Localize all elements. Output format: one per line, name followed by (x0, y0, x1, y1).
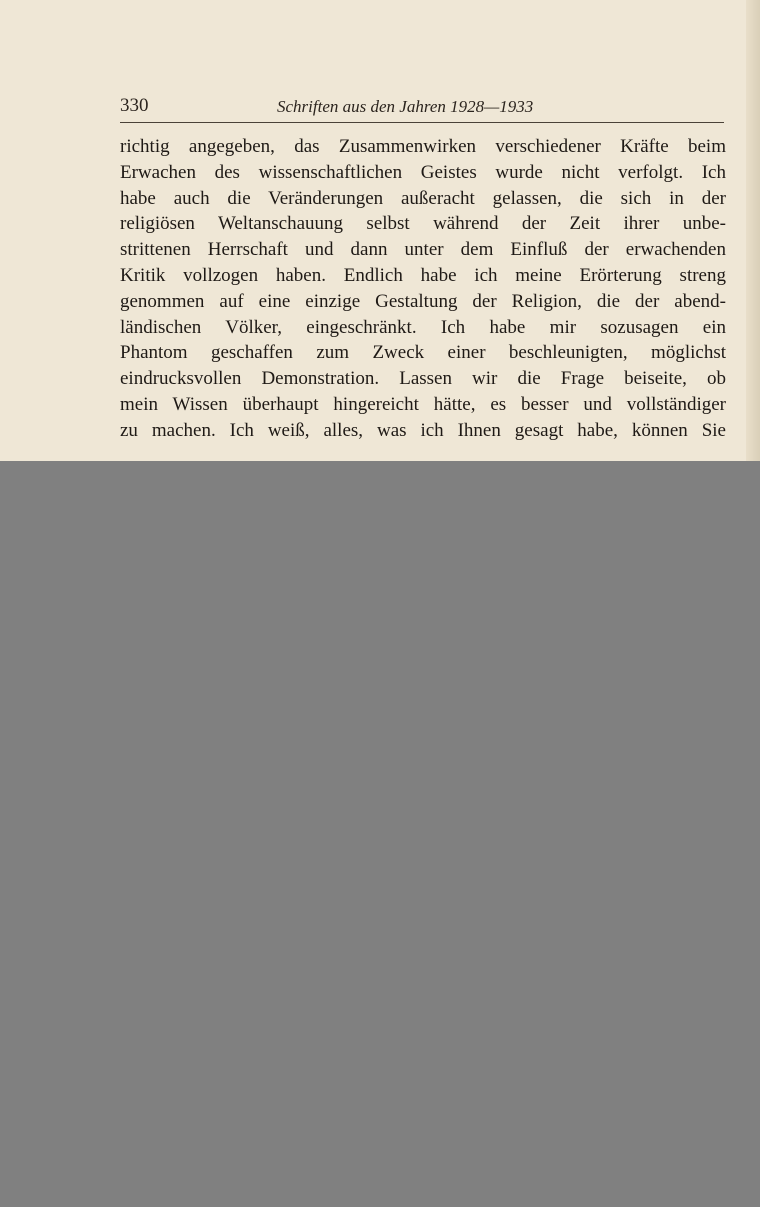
text-line: Phantom geschaffen zum Zweck einer beschleunigten, möglichst (120, 342, 726, 364)
text-line: genommen auf eine einzige Gestaltung der Religion, die der abend- (120, 290, 726, 312)
gray-fill-area (0, 461, 760, 1207)
text-line: eindrucksvollen Demonstration. Lassen wir die Frage beiseite, ob (120, 368, 726, 390)
page-number: 330 (120, 95, 149, 116)
body-text (120, 134, 726, 444)
text-line: mein Wissen überhaupt hingereicht hätte, es besser und vollständiger (120, 393, 726, 415)
book-page (0, 0, 760, 461)
text-line: richtig angegeben, das Zusammenwirken verschiedener Kräfte beim (120, 136, 726, 157)
text-line: Kritik vollzogen haben. Endlich habe ich meine Erörterung streng (120, 264, 726, 286)
text-line: strittenen Herrschaft und dann unter dem Einfluß der erwachenden (120, 239, 726, 261)
text-line: ländischen Völker, eingeschränkt. Ich habe mir sozusagen ein (120, 316, 726, 338)
text-line: religiösen Weltanschauung selbst während der Zeit ihrer unbe- (120, 213, 726, 235)
text-line: zu machen. Ich weiß, alles, was ich Ihnen gesagt habe, können Sie (120, 419, 726, 441)
page-header (120, 92, 724, 123)
page-edge (746, 0, 760, 461)
running-title: Schriften aus den Jahren 1928—1933 (277, 97, 534, 116)
text-line: habe auch die Veränderungen außeracht gelassen, die sich in der (120, 187, 726, 209)
text-line: Erwachen des wissenschaftlichen Geistes wurde nicht verfolgt. Ich (120, 161, 726, 183)
